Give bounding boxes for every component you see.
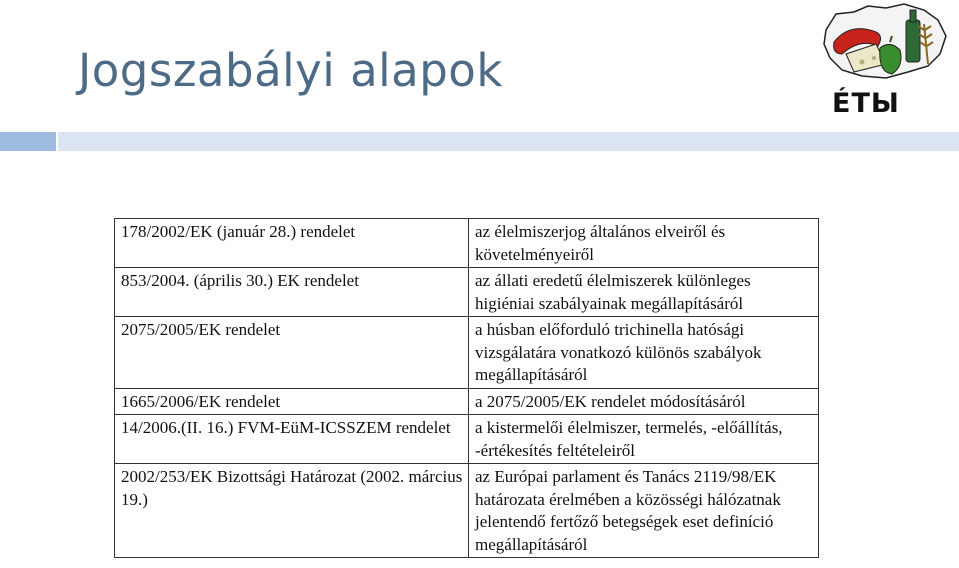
regulation-cell: 14/2006.(II. 16.) FVM-EüM-ICSSZEM rendelet xyxy=(115,415,469,464)
title-accent-bar-dark xyxy=(0,132,56,151)
table-row xyxy=(115,388,819,415)
table-row xyxy=(115,219,819,268)
table-row xyxy=(115,464,819,558)
description-cell: a kistermelői élelmiszer, termelés, -előállítás, -értékesítés feltételeiről xyxy=(469,415,819,464)
regulation-cell: 1665/2006/EK rendelet xyxy=(115,388,469,415)
description-cell: az állati eredetű élelmiszerek különleges higiéniai szabályainak megállapításáról xyxy=(469,268,819,317)
description-cell: a húsban előforduló trichinella hatósági vizsgálatára vonatkozó különös szabályok megállapításáról xyxy=(469,317,819,389)
table-row xyxy=(115,317,819,389)
table-row xyxy=(115,415,819,464)
regulation-cell: 853/2004. (április 30.) EK rendelet xyxy=(115,268,469,317)
description-cell: az Európai parlament és Tanács 2119/98/EK határozata érelmében a közösségi hálózatnak jelentendő fertőző betegségek eset definíció megállapításáról xyxy=(469,464,819,558)
regulations-table xyxy=(114,218,819,558)
slide-title: Jogszabályi alapok xyxy=(78,44,503,97)
regulation-cell: 178/2002/EK (január 28.) rendelet xyxy=(115,219,469,268)
title-accent-bar-light xyxy=(58,132,959,151)
regulation-cell: 2002/253/EK Bizottsági Határozat (2002. március 19.) xyxy=(115,464,469,558)
description-cell: az élelmiszerjog általános elveiről és követelményeiről xyxy=(469,219,819,268)
regulation-cell: 2075/2005/EK rendelet xyxy=(115,317,469,389)
table-row xyxy=(115,268,819,317)
description-cell: a 2075/2005/EK rendelet módosításáról xyxy=(469,388,819,415)
logo-text: ÉTЫ xyxy=(832,88,900,119)
